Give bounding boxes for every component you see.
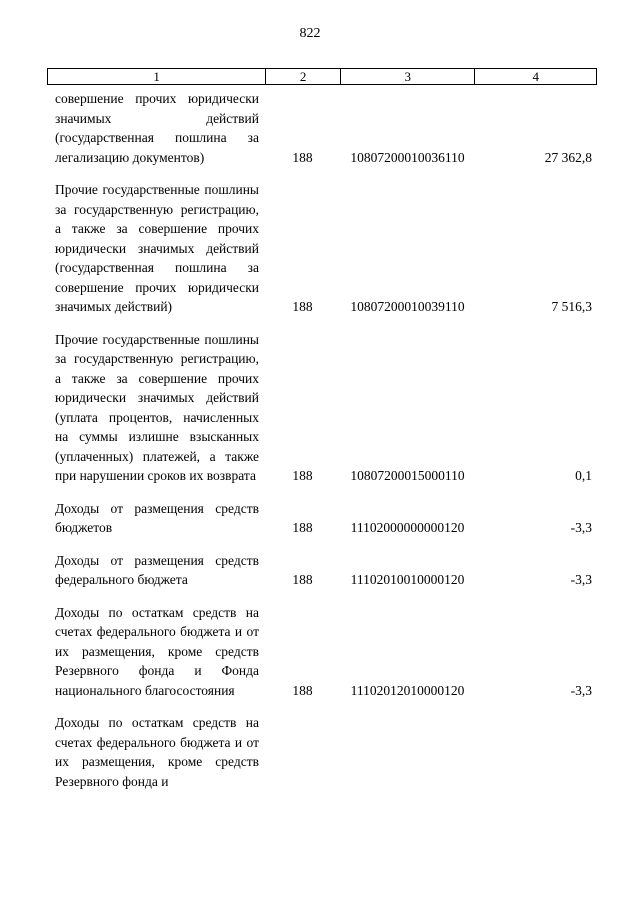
row-kbk-code: 11102012010000120 [350,682,465,698]
table-row [47,89,597,167]
row-description: Прочие государственные пошлины за государственную регистрацию, а также за совершение прочих юридически значимых действий (государственная пошлина за совершение прочих юридически значимых действий) [55,182,259,314]
row-description: совершение прочих юридически значимых действий (государственная пошлина за легализацию документов) [55,91,259,165]
row-amount: 27 362,8 [544,149,592,165]
row-kbk-code: 10807200015000110 [350,468,465,483]
row-amount: -3,3 [570,572,592,587]
table-row [47,551,597,590]
row-description: Доходы от размещения средств бюджетов [55,500,259,535]
row-description-cell [47,180,265,317]
table-body [47,89,597,791]
table-row [47,713,597,791]
row-description: Доходы по остаткам средств на счетах федерального бюджета и от их размещения, кроме средств Резервного фонда и Фонда национального благосостояния [55,604,259,698]
header-col-4: 4 [474,69,596,84]
row-admin-code: 188 [292,572,313,587]
row-description-cell [47,330,265,486]
row-amount: -3,3 [570,520,592,535]
row-admin-code: 188 [292,149,313,165]
row-admin-code: 188 [292,468,313,483]
page-number: 822 [299,26,321,41]
table-row [47,180,597,317]
row-description: Прочие государственные пошлины за государственную регистрацию, а также за совершение прочих юридически значимых действий (уплата процентов, начисленных на суммы излишне взысканных (уплаченных) платежей, а также при нарушении сроков их возврата [55,331,259,483]
row-kbk-code: 10807200010039110 [350,299,465,314]
row-amount: -3,3 [570,682,592,698]
row-description-cell [47,551,265,590]
budget-revenue-table [47,68,597,791]
header-col-2: 2 [265,69,340,84]
row-kbk-code: 10807200010036110 [350,149,465,165]
header-col-3: 3 [340,69,475,84]
row-amount: 7 516,3 [551,299,592,314]
table-row [47,330,597,486]
row-admin-code: 188 [292,520,313,535]
table-header-row [47,68,597,85]
row-description-cell [47,499,265,538]
row-description: Доходы по остаткам средств на счетах федерального бюджета и от их размещения, кроме средств Резервного фонда и [55,715,259,789]
table-row [47,603,597,701]
header-col-1: 1 [153,69,160,84]
row-description-cell [47,603,265,701]
row-admin-code: 188 [292,682,313,698]
row-admin-code: 188 [292,299,313,314]
table-row [47,499,597,538]
row-amount: 0,1 [575,468,592,483]
row-description-cell [47,89,265,167]
row-description-cell [47,713,265,791]
row-description: Доходы от размещения средств федерального бюджета [55,552,259,587]
row-kbk-code: 11102010010000120 [350,572,465,587]
row-kbk-code: 11102000000000120 [350,520,465,535]
